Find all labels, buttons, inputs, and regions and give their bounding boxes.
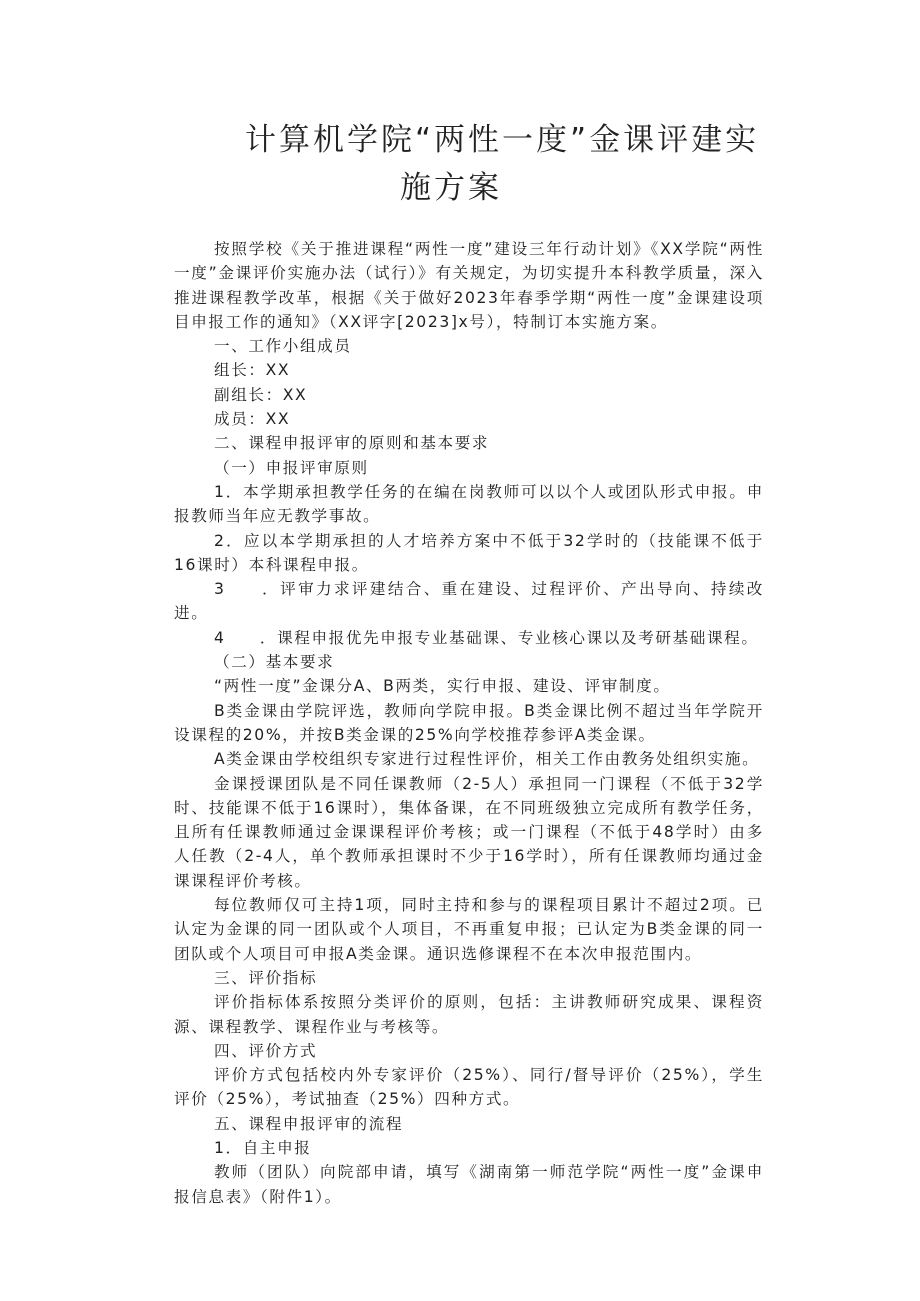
subsection-2-heading: （二）基本要求 (214, 653, 335, 672)
principle-item-4: 4 ．课程申报优先申报专业基础课、专业核心课以及考研基础课程。 (214, 628, 759, 647)
requirement-4: 金课授课团队是不同任课教师（2-5人）承担同一门课程（不低于32学时、技能课不低于16课时），集体备课，在不同班级独立完成所有教学任务，且所有任课教师通过金课课程评价考核；或一门课程（不低于48学时）由多人任教（2-4人，单个教师承担课时不少于16学时），所有任课教师均通过金课课程评价考核。 (174, 774, 764, 890)
principle-item-3: 3 ．评审力求评建结合、重在建设、过程评价、产出导向、持续改进。 (174, 580, 764, 623)
subsection-1-heading: （一）申报评审原则 (214, 458, 369, 477)
section-2-heading: 二、课程申报评审的原则和基本要求 (214, 434, 490, 453)
group-members: 成员：XX (214, 410, 291, 429)
section-5-heading: 五、课程申报评审的流程 (214, 1114, 404, 1133)
document-title-line-2: 施方案 (400, 170, 502, 206)
section-3-text: 评价指标体系按照分类评价的原则，包括：主讲教师研究成果、课程资源、课程教学、课程作业与考核等。 (174, 993, 764, 1036)
section-4-text: 评价方式包括校内外专家评价（25%）、同行/督导评价（25%），学生评价（25%），考试抽查（25%）四种方式。 (174, 1066, 764, 1109)
process-step-1-text: 教师（团队）向院部申请，填写《湖南第一师范学院“两性一度”金课申报信息表》（附件1）。 (174, 1163, 764, 1206)
requirement-1: “两性一度”金课分A、B两类，实行申报、建设、评审制度。 (214, 677, 671, 696)
process-step-1-heading: 1．自主申报 (214, 1138, 312, 1157)
document-body (174, 237, 764, 1209)
requirement-2: B类金课由学院评选，教师向学院申报。B类金课比例不超过当年学院开设课程的20%，并按B类金课的25%向学校推荐参评A类金课。 (174, 701, 764, 744)
group-leader: 组长：XX (214, 361, 291, 380)
requirement-3: A类金课由学校组织专家进行过程性评价，相关工作由教务处组织实施。 (214, 750, 760, 769)
section-4-heading: 四、评价方式 (214, 1041, 318, 1060)
requirement-5: 每位教师仅可主持1项，同时主持和参与的课程项目累计不超过2项。已认定为金课的同一团队或个人项目，不再重复申报；已认定为B类金课的同一团队或个人项目可申报A类金课。通识选修课程不在本次申报范围内。 (174, 896, 764, 963)
intro-paragraph: 按照学校《关于推进课程“两性一度”建设三年行动计划》《XX学院“两性一度”金课评价实施办法（试行）》有关规定，为切实提升本科教学质量，深入推进课程教学改革，根据《关于做好2023年春季学期“两性一度”金课建设项目申报工作的通知》（XX评字[2023]x号），特制订本实施方案。 (174, 240, 764, 331)
section-3-heading: 三、评价指标 (214, 968, 318, 987)
group-deputy-leader: 副组长：XX (214, 385, 308, 404)
principle-item-1: 1．本学期承担教学任务的在编在岗教师可以以个人或团队形式申报。申报教师当年应无教学事故。 (174, 482, 764, 526)
document-title-line-1: 计算机学院“两性一度”金课评建实 (245, 122, 760, 158)
section-1-heading: 一、工作小组成员 (214, 337, 352, 356)
principle-item-2: 2．应以本学期承担的人才培养方案中不低于32学时的（技能课不低于16课时）本科课程申报。 (174, 531, 764, 574)
